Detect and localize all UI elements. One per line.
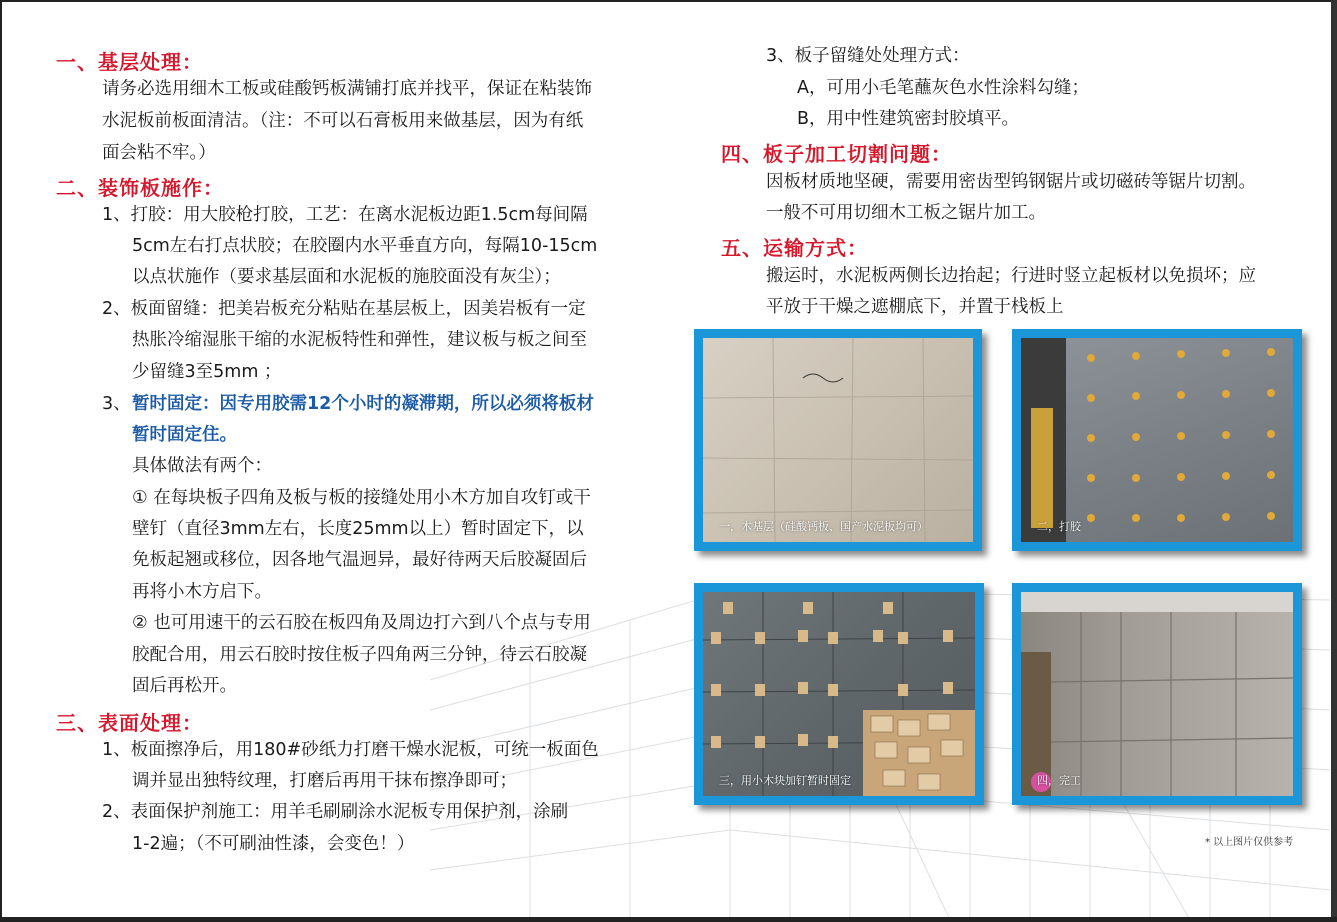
wood-blocks-wall (703, 592, 975, 796)
text-line: 面会粘不牢。） (102, 143, 216, 163)
text-line: 固后再松开。 (132, 676, 237, 696)
text-line: 热胀冷缩湿胀干缩的水泥板特性和弹性，建议板与板之间至 (132, 330, 587, 350)
text-line: 具体做法有两个： (132, 456, 272, 476)
text-line: 3、板子留缝处处理方式： (766, 46, 970, 66)
section-heading-board-installation: 二、装饰板施作： (56, 176, 224, 200)
text-line: 搬运时，水泥板两侧长边抬起；行进时竖立起板材以免损坏；应 (766, 266, 1256, 286)
plywood-texture (703, 338, 973, 542)
text-line: 少留缝3至5mm ； (132, 362, 282, 382)
page-border-bottom (0, 917, 1337, 922)
section-heading-surface-treatment: 三、表面处理： (56, 711, 203, 735)
text-line: 请务必选用细木工板或硅酸钙板满铺打底并找平，保证在粘装饰 (102, 79, 592, 99)
text-line: B，用中性建筑密封胶填平。 (797, 109, 1020, 129)
list-number: 3、 (102, 394, 131, 414)
photo-caption: 三，用小木块加钉暂时固定 (719, 774, 851, 787)
photo-finished-wall (1012, 583, 1302, 805)
page-border-top (0, 0, 1337, 2)
text-line: 再将小木方启下。 (132, 582, 272, 602)
page-border-left (0, 0, 2, 922)
text-line: 因板材质地坚硬，需要用密齿型钨钢锯片或切磁砖等锯片切割。 (766, 172, 1256, 192)
section-heading-base-treatment: 一、基层处理： (56, 50, 203, 74)
photo-caption: 二，打胶 (1037, 520, 1081, 533)
photo-temporary-fixing (694, 583, 984, 805)
photo-wood-base-layer (694, 329, 982, 551)
text-line: 壁钉（直径3mm左右，长度25mm以上）暂时固定下，以 (132, 519, 584, 539)
text-line: 调并显出独特纹理，打磨后再用干抹布擦净即可； (132, 771, 517, 791)
text-line: 平放于干燥之遮棚底下，并置于栈板上 (766, 297, 1064, 317)
text-line: 1-2遍；（不可刷油性漆，会变色！） (132, 834, 415, 854)
text-line: ② 也可用速干的云石胶在板四角及周边打六到八个点与专用 (132, 613, 591, 633)
text-line: 免板起翘或移位，因各地气温迥异，最好待两天后胶凝固后 (132, 550, 587, 570)
text-line: 2、板面留缝：把美岩板充分粘贴在基层板上，因美岩板有一定 (102, 299, 586, 319)
text-line: 以点状施作（要求基层面和水泥板的施胶面没有灰尘）； (132, 267, 561, 287)
text-line: 水泥板前板面清洁。（注：不可以石膏板用来做基层，因为有纸 (102, 111, 584, 131)
photo-caption: 四，完工 (1037, 774, 1081, 787)
text-line: 5cm左右打点状胶；在胶圈内水平垂直方向，每隔10-15cm (132, 236, 598, 256)
text-line: 胶配合用，用云石胶时按住板子四角两三分钟，待云石胶凝 (132, 645, 587, 665)
section-heading-cutting: 四、板子加工切割问题： (721, 142, 952, 166)
section-heading-transport: 五、运输方式： (721, 236, 868, 260)
text-line: ① 在每块板子四角及板与板的接缝处用小木方加自攻钉或干 (132, 488, 591, 508)
text-line: 1、打胶：用大胶枪打胶，工艺：在离水泥板边距1.5cm每间隔 (102, 205, 588, 225)
page-border-right (1331, 0, 1337, 922)
highlight-text-line: 暂时固定住。 (132, 425, 237, 445)
highlight-text-line: 暂时固定：因专用胶需12个小时的凝滞期，所以必须将板材 (132, 394, 594, 414)
text-line: 2、表面保护剂施工：用羊毛刷刷涂水泥板专用保护剂，涂刷 (102, 802, 569, 822)
photo-caption: 一，木基层（硅酸钙板、国产水泥板均可） (719, 520, 928, 533)
text-line: 1、板面擦净后，用180#砂纸力打磨干燥水泥板，可统一板面色 (102, 740, 599, 760)
glue-dots-board (1021, 338, 1293, 542)
photo-glue-application (1012, 329, 1302, 551)
text-line: 一般不可用切细木工板之锯片加工。 (766, 203, 1046, 223)
text-line: A，可用小毛笔蘸灰色水性涂料勾缝； (797, 78, 1089, 98)
finished-wall-panels (1021, 592, 1293, 796)
reference-note: * 以上图片仅供参考 (1205, 837, 1294, 848)
